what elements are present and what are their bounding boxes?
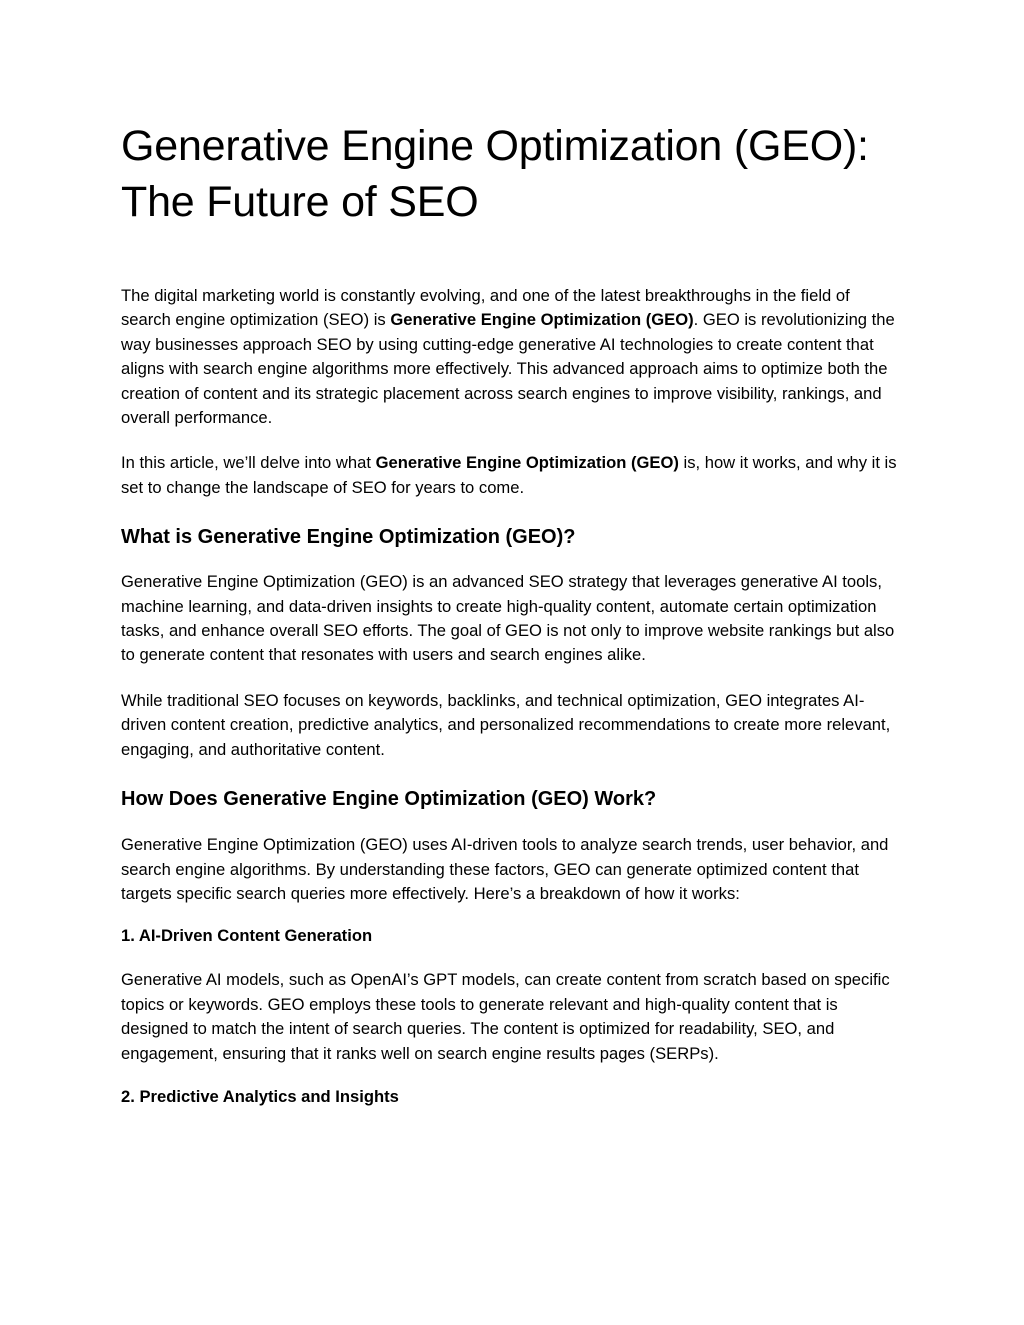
section2-paragraph-1: Generative Engine Optimization (GEO) uses AI-driven tools to analyze search trends, user behavior, and search engine algorithms. By understanding these factors, GEO can generate optimized content that targets specific search queries more effectively. Here’s a breakdown of how it works: [121,835,889,903]
section1-paragraph-2: While traditional SEO focuses on keywords, backlinks, and technical optimization, GEO integrates AI-driven content creation, predictive analytics, and personalized recommendations to create more relevant, engaging, and authoritative content. [121,690,891,759]
subsection1-paragraph: Generative AI models, such as OpenAI’s GPT models, can create content from scratch based on specific topics or keywords. GEO employs these tools to generate relevant and high-quality content that is designed to match the intent of search queries. The content is optimized for readability, SEO, and engagement, ensuring that it ranks well on search engine results pages (SERPs). [121,970,890,1063]
section-heading-what-is-geo: What is Generative Engine Optimization (GEO)? [121,526,576,549]
intro-p2-text-b: is, how it works, and why it is set to change the landscape of SEO for years to come. [121,453,897,497]
intro-p1-text-b: . GEO is revolutionizing the way businesses approach SEO by using cutting-edge generative AI technologies to create content that aligns with search engine algorithms more effectively. This advanced approach aims to optimize both the creation of content and its strategic placement across search engines to improve visibility, rankings, and overall performance. [121,310,895,428]
subheading-ai-driven-content-generation: 1. AI-Driven Content Generation [121,926,373,946]
intro-p2-bold: Generative Engine Optimization (GEO) [375,453,679,473]
intro-paragraph-2 [121,451,897,500]
intro-paragraph-1 [121,284,897,430]
subheading-predictive-analytics: 2. Predictive Analytics and Insights [121,1086,399,1106]
document-page [121,118,897,1109]
intro-p1-text-a: The digital marketing world is constantly evolving, and one of the latest breakthroughs in the field of search engine optimization (SEO) is [121,286,850,330]
intro-p2-text-a: In this article, we’ll delve into what [121,453,376,473]
document-title: Generative Engine Optimization (GEO): The Future of SEO [121,122,869,226]
intro-p1-bold: Generative Engine Optimization (GEO) [390,310,694,330]
section-heading-how-geo-works: How Does Generative Engine Optimization (GEO) Work? [121,788,657,811]
section1-paragraph-1: Generative Engine Optimization (GEO) is an advanced SEO strategy that leverages generative AI tools, machine learning, and data-driven insights to create high-quality content, automate certain optimization tasks, and enhance overall SEO efforts. The goal of GEO is not only to improve website rankings but also to generate content that resonates with users and search engines alike. [121,572,895,665]
